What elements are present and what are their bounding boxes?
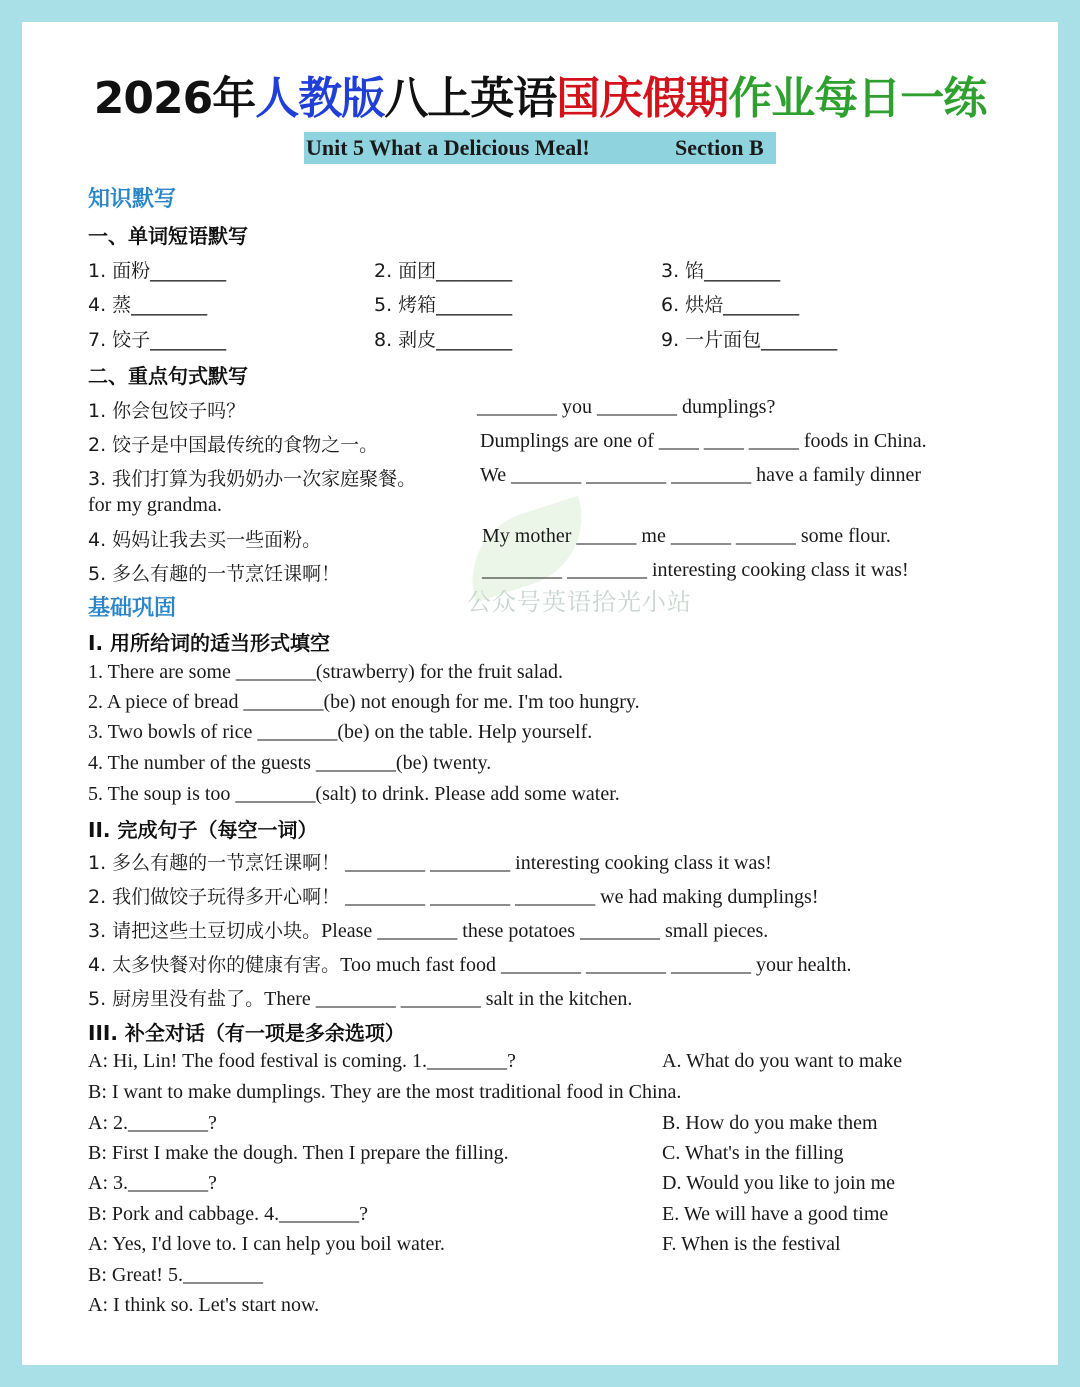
title-edition: 人教版 [255,73,385,124]
sentence-zh: 2. 饺子是中国最传统的食物之一。 [88,434,379,456]
complete-sentence-item: 1. 多么有趣的一节烹饪课啊！ ________ ________ interesting cooking class it was! [88,852,772,874]
vocab-item: 6. 烘焙________ [661,294,800,316]
complete-sentence-item: 3. 请把这些土豆切成小块。Please ________ these potatoes ________ small pieces. [88,920,769,942]
vocab-item: 1. 面粉________ [88,260,227,282]
dialogue-line: B: Great! 5.________ [88,1264,263,1286]
part3-heading: III. 补全对话（有一项是多余选项） [88,1021,405,1045]
vocab-item: 5. 烤箱________ [374,294,513,316]
sentence-en: We _______ ________ ________ have a family dinner [480,464,922,486]
title-practice: 作业每日一练 [728,73,987,124]
dialogue-line: B: First I make the dough. Then I prepare the filling. [88,1142,509,1164]
sentence-en: My mother ______ me ______ ______ some flour. [482,525,891,547]
dialogue-line: A: I think so. Let's start now. [88,1294,320,1316]
sentence-en-cont: for my grandma. [88,494,222,516]
dialogue-option: C. What's in the filling [662,1142,844,1164]
complete-sentence-item: 5. 厨房里没有盐了。There ________ ________ salt in the kitchen. [88,988,633,1010]
basics-heading: 基础巩固 [88,596,177,621]
title-subject: 八上英语 [384,73,557,124]
fill-blank-item: 2. A piece of bread ________(be) not enough for me. I'm too hungry. [88,691,640,713]
vocab-heading: 一、单词短语默写 [88,224,248,248]
sentence-en: ________ you ________ dumplings? [477,396,776,418]
fill-blank-item: 1. There are some ________(strawberry) for the fruit salad. [88,661,564,683]
vocab-item: 2. 面团________ [374,260,513,282]
title-year: 2026年 [93,73,256,124]
vocab-item: 3. 馅________ [661,260,781,282]
fill-blank-item: 5. The soup is too ________(salt) to drink. Please add some water. [88,783,620,805]
page-title [22,62,1058,126]
sentence-zh: 3. 我们打算为我奶奶办一次家庭聚餐。 [88,468,417,490]
sentence-zh: 4. 妈妈让我去买一些面粉。 [88,529,322,551]
fill-blank-item: 4. The number of the guests ________(be) twenty. [88,752,492,774]
fill-blank-item: 3. Two bowls of rice ________(be) on the table. Help yourself. [88,721,593,743]
dialogue-line: A: 3.________? [88,1172,217,1194]
unit-section: Section B [675,135,764,160]
watermark: 公众号英语拾光小站 [467,588,692,616]
sentences-heading: 二、重点句式默写 [88,364,248,388]
vocab-item: 4. 蒸________ [88,294,208,316]
dialogue-line: A: 2.________? [88,1112,217,1134]
vocab-item: 8. 剥皮________ [374,329,513,351]
dialogue-line: B: I want to make dumplings. They are the most traditional food in China. [88,1081,682,1103]
dialogue-option: B. How do you make them [662,1112,878,1134]
part1-heading: I. 用所给词的适当形式填空 [88,631,331,655]
knowledge-heading: 知识默写 [88,187,177,212]
dialogue-line: A: Yes, I'd love to. I can help you boil water. [88,1233,445,1255]
vocab-item: 7. 饺子________ [88,329,227,351]
vocab-item: 9. 一片面包________ [661,329,838,351]
complete-sentence-item: 4. 太多快餐对你的健康有害。Too much fast food ________ ________ ________ your health. [88,954,852,976]
sentence-zh: 5. 多么有趣的一节烹饪课啊！ [88,563,341,585]
dialogue-line: A: Hi, Lin! The food festival is coming. 1.________? [88,1050,516,1072]
worksheet-page [22,22,1058,1365]
dialogue-option: E. We will have a good time [662,1203,889,1225]
dialogue-line: B: Pork and cabbage. 4.________? [88,1203,368,1225]
unit-banner [304,132,776,164]
part2-heading: II. 完成句子（每空一词） [88,818,318,842]
unit-name: Unit 5 What a Delicious Meal! [306,135,590,160]
sentence-en: ________ ________ interesting cooking class it was! [482,559,909,581]
complete-sentence-item: 2. 我们做饺子玩得多开心啊！ ________ ________ ________ we had making dumplings! [88,886,819,908]
sentence-zh: 1. 你会包饺子吗？ [88,400,246,422]
dialogue-option: F. When is the festival [662,1233,841,1255]
dialogue-option: A. What do you want to make [662,1050,903,1072]
dialogue-option: D. Would you like to join me [662,1172,896,1194]
title-holiday: 国庆假期 [556,73,729,124]
sentence-en: Dumplings are one of ____ ____ _____ foods in China. [480,430,927,452]
